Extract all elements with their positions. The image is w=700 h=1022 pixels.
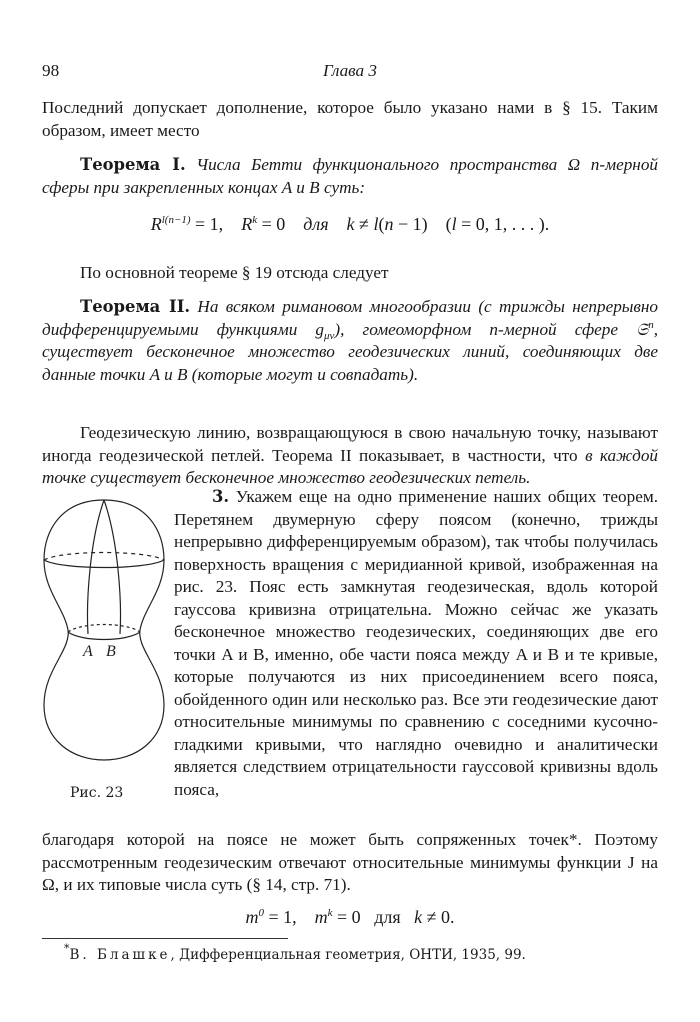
- formula-betti: $R^{l(n-1)} = 1$, $R^k = 0$ для k ≠ l(n − 1) (l = 0, 1, . . . ).: [150, 214, 550, 234]
- section-3-text: Укажем еще на одно применение наших общих теорем. Перетянем двумерную сферу поясом (конечно, трижды непрерывно дифференцируемым образом), так чтобы получилась поверхность вращения с меридианной кривой, изображенная на рис. 23. Пояс есть замкнутая геодезическая, вдоль которой гауссова кривизна отрицательна. Можно сейчас же указать бесконечное множество геодезических, соединяющих две его точки A и B, именно, обе части пояса между A и B и те кривые, которые получаются из них присоединением всего пояса, обойденного один или несколько раз. Все эти геодезические дают относительные минимумы по сравнению с соседними кусочно-гладкими кривыми, что наглядно очевидно и аналитически является следствием отрицательности гауссовой кривизны вдоль пояса,: [174, 487, 658, 799]
- section-3-number: 3.: [212, 487, 230, 506]
- figure-23: [42, 490, 166, 800]
- paragraph-1: Последний допускает дополнение, которое было указано нами в § 15. Таким образом, имеет место: [42, 98, 658, 140]
- paragraph-3-italic: в каждой точке существует бесконечное множество геодезических петель.: [42, 445, 659, 487]
- footnote: [64, 944, 526, 967]
- theorem-1-text: Числа Бетти функционального пространства Ω n-мерной сферы при закрепленных концах A и B суть:: [42, 155, 659, 197]
- theorem-1-label: Теорема I.: [80, 155, 186, 174]
- footnote-text: , Дифференциальная геометрия, ОНТИ, 1935, 99.: [170, 947, 526, 963]
- paragraph-3: [42, 422, 658, 490]
- theorem-2-sub: μν: [324, 329, 335, 342]
- theorem-2-text-a: На всяком римановом многообразии (с трижды непрерывно дифференцируемыми функциями g: [42, 297, 659, 339]
- paragraph-2: По основной теореме § 19 отсюда следует: [80, 263, 389, 282]
- point-a-label: A: [83, 643, 93, 660]
- theorem-2-text-c: , существует бесконечное множество геодезических линий, соединяющих две данные точки A и B (которые могут и совпадать).: [42, 319, 658, 384]
- theorem-2-sup: n: [648, 318, 654, 331]
- section-3-continuation: благодаря которой на поясе не может быть сопряженных точек*. Поэтому рассмотренным геодезическим отвечают относительные минимумы функции J на Ω, и их типовые числа суть (§ 14, стр. 71).: [42, 830, 658, 894]
- formula-type-numbers: $m^0 = 1$, $m^k = 0$ для k ≠ 0.: [245, 907, 455, 927]
- running-title: Глава 3: [323, 61, 377, 80]
- figure-caption: Рис. 23: [70, 785, 124, 801]
- paragraph-3-text: Геодезическую линию, возвращающуюся в свою начальную точку, называют иногда геодезической петлей. Теорема II показывает, в частности, что: [42, 423, 658, 465]
- footnote-marker: *: [64, 942, 70, 955]
- footnote-rule: [42, 938, 288, 939]
- surface-of-revolution-drawing: [42, 490, 166, 780]
- theorem-1: [42, 154, 658, 199]
- theorem-2-text-b: ), гомеоморфном n-мерной сфере 𝔖: [334, 319, 649, 339]
- page-number: 98: [42, 61, 60, 80]
- footnote-author: В. Блашке: [69, 947, 171, 963]
- page-header: [42, 60, 658, 82]
- theorem-2-label: Теорема II.: [80, 297, 191, 316]
- theorem-2: [42, 296, 658, 386]
- section-3: [174, 486, 658, 801]
- point-b-label: B: [106, 643, 116, 660]
